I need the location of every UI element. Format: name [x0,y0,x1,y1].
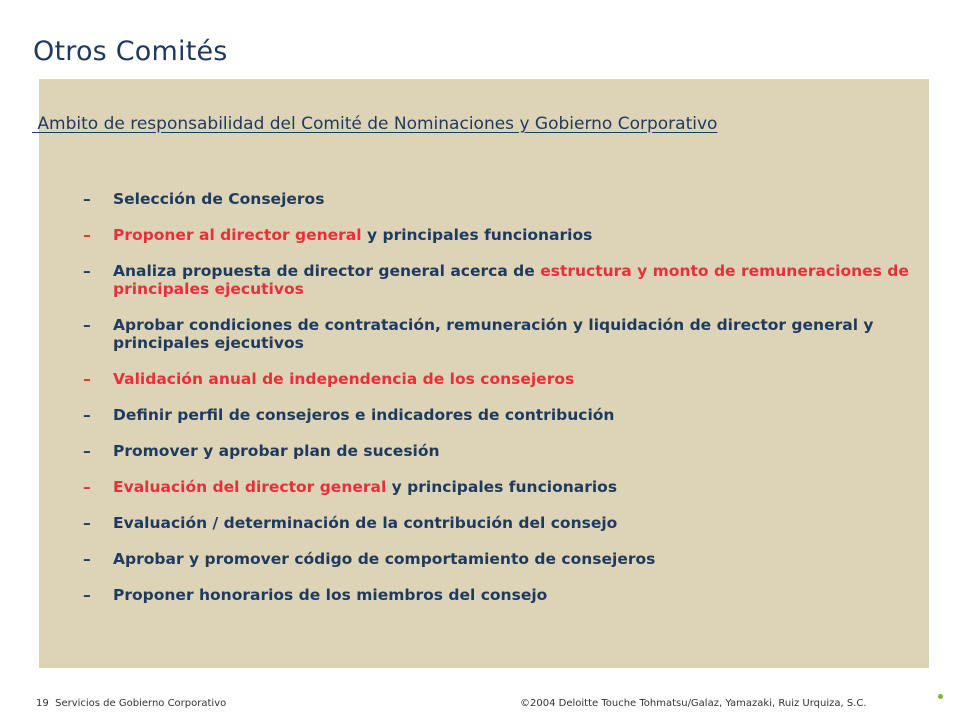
dash-bullet: – [83,262,91,280]
list-item [83,262,923,298]
section-subtitle: Ambito de responsabilidad del Comité de Nominaciones y Gobierno Corporativo [32,114,718,134]
list-item [83,370,923,388]
highlighted-text: Validación anual de independencia de los consejeros [113,370,575,388]
page-number: 19 [36,698,49,709]
list-item [83,478,923,496]
highlighted-text: Proponer al director general [113,226,362,244]
list-item [83,190,923,208]
responsibilities-list [83,190,923,622]
dash-bullet: – [83,370,91,388]
list-item [83,442,923,460]
dash-bullet: – [83,478,91,496]
list-item [83,514,923,532]
dash-bullet: – [83,550,91,568]
footer-section: Servicios de Gobierno Corporativo [55,698,227,709]
page-title: Otros Comités [33,36,228,68]
list-item [83,586,923,604]
item-text: Proponer honorarios de los miembros del consejo [113,586,548,604]
item-text: Evaluación / determinación de la contribución del consejo [113,514,618,532]
brand-dot-icon [938,694,943,699]
dash-bullet: – [83,316,91,334]
dash-bullet: – [83,442,91,460]
dash-bullet: – [83,406,91,424]
item-text: Selección de Consejeros [113,190,325,208]
item-text: Analiza propuesta de director general acerca de [113,262,541,280]
footer-left [36,698,226,709]
list-item [83,406,923,424]
item-text: Aprobar condiciones de contratación, remuneración y liquidación de director general y principales ejecutivos [113,316,874,352]
list-item [83,316,923,352]
dash-bullet: – [83,514,91,532]
dash-bullet: – [83,190,91,208]
item-text: Definir perfil de consejeros e indicadores de contribución [113,406,615,424]
item-text: Aprobar y promover código de comportamiento de consejeros [113,550,656,568]
dash-bullet: – [83,226,91,244]
list-item [83,550,923,568]
item-text: y principales funcionarios [361,226,593,244]
item-text: Promover y aprobar plan de sucesión [113,442,440,460]
list-item [83,226,923,244]
highlighted-text: estructura y monto de remuneraciones de principales ejecutivos [113,262,909,298]
dash-bullet: – [83,586,91,604]
footer-copyright: ©2004 Deloitte Touche Tohmatsu/Galaz, Yamazaki, Ruiz Urquiza, S.C. [520,698,867,709]
highlighted-text: Evaluación del director general [113,478,387,496]
item-text: y principales funcionarios [386,478,618,496]
